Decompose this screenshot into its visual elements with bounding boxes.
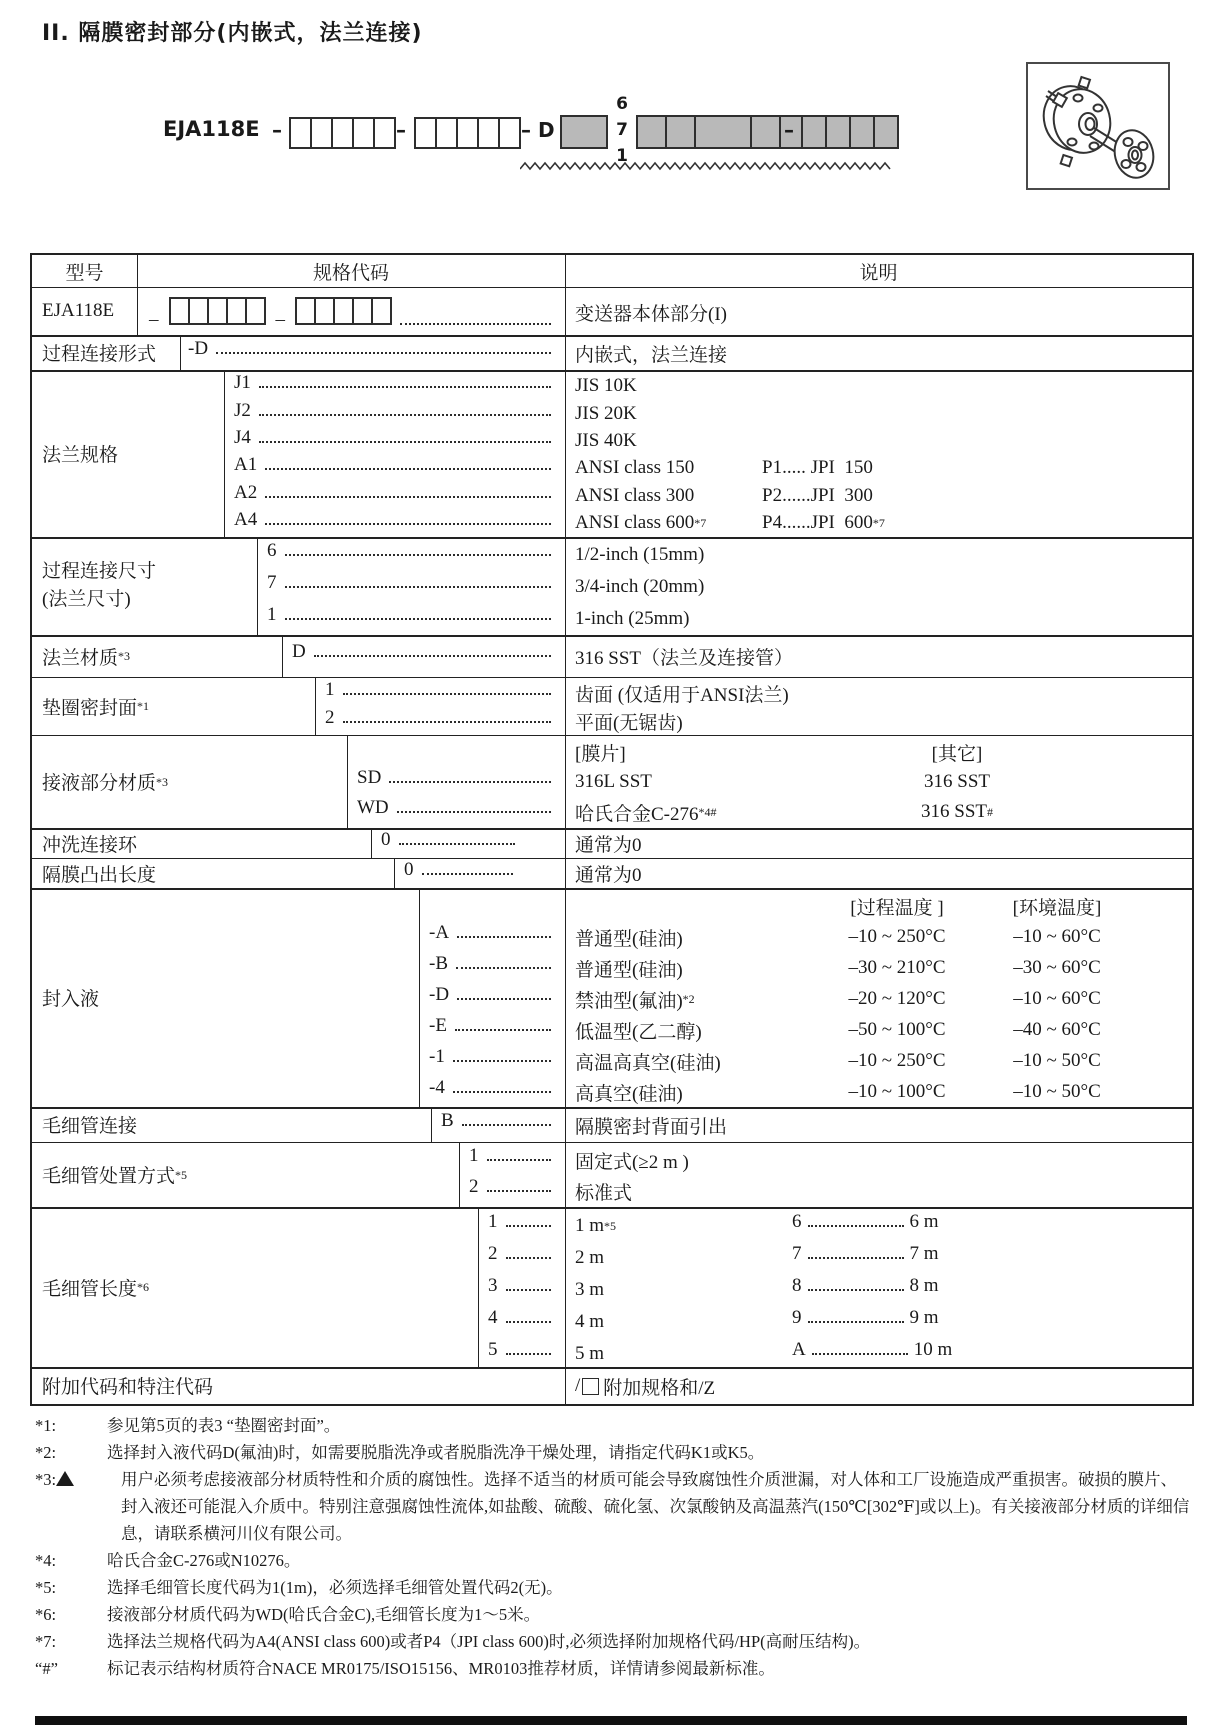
step-divider [394, 858, 395, 888]
dot-leader [808, 1225, 904, 1227]
code-line [488, 1275, 557, 1305]
footnote-7 [35, 1628, 1190, 1655]
code-line [234, 509, 557, 536]
code-boxes-group-2 [414, 117, 521, 149]
dot-leader [265, 496, 551, 498]
row-label-capillary-length: 毛细管长度 *6 [42, 1207, 149, 1367]
dot-leader [343, 721, 552, 723]
desc-flange-material: 316 SST（法兰及连接管） [575, 647, 793, 669]
dot-leader [487, 1159, 552, 1161]
desc-text: 8 m [909, 1275, 939, 1296]
code-value: B [441, 1110, 454, 1131]
fill-fluid-name: 低温型(乙二醇) [575, 1021, 702, 1043]
dash: – [275, 309, 285, 330]
ambient-temp: –10 ~ 50°C [1013, 1050, 1101, 1071]
code-dash-1: – [272, 118, 282, 142]
option-code-box [582, 1378, 599, 1395]
row-label-wetted-material: 接液部分材质 *3 [42, 735, 168, 828]
desc-text: 316 SST [921, 801, 987, 822]
code-box [190, 297, 209, 325]
code-value: 1 [488, 1211, 498, 1232]
code-value: 8 [792, 1275, 802, 1296]
desc-capillary-layout: 标准式 [575, 1182, 633, 1204]
ambient-temp: –40 ~ 60°C [1013, 1019, 1101, 1040]
dot-leader [399, 843, 516, 845]
code-value: 3 [488, 1275, 498, 1296]
code-box [696, 115, 752, 149]
code-line [441, 1110, 557, 1140]
step-divider [180, 335, 181, 370]
ambient-temp-header: [环境温度] [1012, 897, 1102, 919]
slash: / [575, 1375, 581, 1396]
footnote-key: “#” [35, 1659, 58, 1678]
code-box [312, 117, 333, 149]
row-label-fill-fluid: 封入液 [42, 989, 100, 1010]
capillary-length-value: 4 m [575, 1311, 605, 1332]
code-box [752, 115, 781, 149]
code-dash-2: – [396, 118, 406, 142]
wetted-other-material: 316 SST [924, 771, 990, 792]
code-value: A2 [234, 482, 258, 503]
step-divider [419, 888, 420, 1107]
code-line [325, 679, 557, 707]
ambient-temp: –10 ~ 60°C [1013, 988, 1101, 1009]
dot-leader [456, 967, 551, 969]
code-value: J1 [234, 372, 251, 393]
code-line [234, 427, 557, 454]
code-box [295, 297, 316, 325]
dot-leader [259, 414, 551, 416]
dot-leader [506, 1257, 552, 1259]
desc-flange: JIS 10K [575, 374, 637, 396]
footnote-key: *4: [35, 1551, 57, 1570]
fill-fluid-name: 高真空(硅油) [575, 1083, 683, 1105]
code-dash-3: – [784, 118, 794, 142]
code-value: 5 [488, 1339, 498, 1360]
process-temp: –20 ~ 120°C [848, 988, 946, 1009]
dash: – [149, 309, 159, 330]
dot-leader [487, 1190, 552, 1192]
code-box [316, 297, 335, 325]
code-box [333, 117, 354, 149]
page-bottom-bar [35, 1716, 1187, 1725]
desc-column-divider [565, 255, 566, 1404]
wetted-other-material: 316 SST # [921, 801, 993, 822]
ambient-temp: –10 ~ 50°C [1013, 1081, 1101, 1102]
process-temp: –10 ~ 100°C [848, 1081, 946, 1102]
code-box [479, 117, 500, 149]
code-line [234, 482, 557, 509]
dot-leader [808, 1289, 904, 1291]
desc-flange: ANSI class 150 [575, 456, 695, 478]
row-label-gasket-face: 垫圈密封面 *1 [42, 677, 149, 735]
dot-leader [397, 811, 551, 813]
dot-leader [457, 998, 551, 1000]
code-box [875, 115, 899, 149]
desc-capillary-connection: 隔膜密封背面引出 [575, 1116, 728, 1138]
flange-drawing-icon [1028, 64, 1168, 188]
model-code-boxes-2 [295, 297, 392, 325]
code-line [234, 372, 557, 399]
dot-leader [808, 1321, 904, 1323]
code-value: D [292, 641, 306, 662]
process-temp: –30 ~ 210°C [848, 957, 946, 978]
desc-flange: JIS 40K [575, 429, 637, 451]
desc-text: 哈氏合金C-276 [575, 803, 699, 825]
step-divider [431, 1107, 432, 1142]
spec-code-table [30, 253, 1194, 1406]
code-box [354, 117, 375, 149]
label-text: 接液部分材质 [42, 773, 157, 794]
code-box [209, 297, 228, 325]
footnote-text: 选择封入液代码D(氟油)时，如需要脱脂洗净或者脱脂洗净干燥处理，请指定代码K1或K5。 [107, 1443, 765, 1462]
desc-flange-jpi: P1..... JPI 150 [762, 456, 873, 478]
model-name: EJA118E [42, 300, 115, 321]
footnote-key: *2: [35, 1443, 57, 1462]
model-desc: 变送器本体部分(I) [575, 303, 727, 325]
desc-flange-jpi: P4......JPI 600 *7 [762, 511, 885, 533]
code-line [325, 707, 557, 735]
model-code-row [149, 297, 557, 330]
code-line [488, 1307, 557, 1337]
dot-leader [265, 523, 551, 525]
code-box [354, 297, 373, 325]
code-box [667, 115, 696, 149]
process-temp: –50 ~ 100°C [848, 1019, 946, 1040]
page-title: II. 隔膜密封部分(内嵌式，法兰连接) [42, 21, 423, 46]
code-box [414, 117, 437, 149]
footnote-text: 参见第5页的表3 “垫圈密封面”。 [107, 1416, 341, 1435]
code-value: -A [429, 922, 450, 943]
code-line [357, 797, 557, 827]
desc-flushing-ring: 通常为0 [575, 834, 642, 856]
row-label-capillary-connection: 毛细管连接 [42, 1116, 138, 1137]
code-line [234, 400, 557, 427]
code-dash-d: – D [521, 118, 555, 142]
code-box [289, 117, 312, 149]
desc-text: 6 m [909, 1211, 939, 1232]
desc-flange: JIS 20K [575, 402, 637, 424]
row-label-capillary-layout: 毛细管处置方式 *5 [42, 1142, 187, 1207]
dot-leader [259, 386, 551, 388]
fill-fluid-name: 高温高真空(硅油) [575, 1052, 721, 1074]
capillary-length-value: 2 m [575, 1247, 605, 1268]
process-temp: –10 ~ 250°C [848, 1050, 946, 1071]
row-label-flushing-ring: 冲洗连接环 [42, 834, 138, 856]
dot-leader [314, 655, 551, 657]
code-value: 1 [267, 604, 277, 625]
code-box [335, 297, 354, 325]
row-divider [32, 287, 1192, 288]
dot-leader [808, 1257, 904, 1259]
capillary-length-value: 1 m *5 [575, 1215, 617, 1236]
dot-leader [285, 618, 552, 620]
code-boxes-group-1 [289, 117, 396, 149]
desc-flange-jpi: P2......JPI 300 [762, 484, 873, 506]
footnote-key: *5: [35, 1578, 57, 1597]
code-box [458, 117, 479, 149]
code-line [488, 1339, 557, 1369]
desc-size: 3/4-inch (20mm) [575, 576, 705, 597]
code-box [373, 297, 392, 325]
code-line [267, 572, 557, 602]
footnote-key: *6: [35, 1605, 57, 1624]
code-value: J2 [234, 400, 251, 421]
dot-leader [400, 323, 551, 325]
code-line [429, 922, 557, 952]
ambient-temp: –10 ~ 60°C [1013, 926, 1101, 947]
footnote-6 [35, 1601, 1190, 1628]
code-line [292, 641, 557, 671]
code-value: A1 [234, 454, 258, 475]
footnotes [35, 1412, 1190, 1682]
step-divider [315, 677, 316, 735]
footnote-4 [35, 1547, 1190, 1574]
desc-text: 附加规格和/Z [603, 1377, 716, 1399]
footnote-key-text: *3: [35, 1470, 57, 1489]
code-line [429, 1015, 557, 1045]
dot-leader [506, 1353, 552, 1355]
code-line [469, 1176, 557, 1206]
wetted-col2-header: [其它] [931, 743, 983, 765]
capillary-length-right [792, 1243, 939, 1273]
footnote-key: *7: [35, 1632, 57, 1651]
code-box [827, 115, 851, 149]
ambient-temp: –30 ~ 60°C [1013, 957, 1101, 978]
step-divider [257, 537, 258, 635]
wetted-diaphragm-material: 哈氏合金C-276 *4# [575, 797, 717, 827]
code-box [247, 297, 266, 325]
code-line [267, 604, 557, 634]
code-box [500, 117, 521, 149]
code-line [429, 1046, 557, 1076]
code-line [404, 859, 519, 887]
header-description: 说明 [859, 262, 898, 284]
footnote-key: *1: [35, 1416, 57, 1435]
footnote-key [35, 1466, 77, 1493]
code-value: 6 [792, 1211, 802, 1232]
row-label-optional-codes: 附加代码和特注代码 [42, 1377, 214, 1398]
dot-leader [389, 781, 551, 783]
code-value: 0 [381, 829, 391, 850]
code-line [234, 454, 557, 481]
code-line [267, 540, 557, 570]
row-label-connection-size [42, 537, 156, 635]
dot-leader [462, 1124, 551, 1126]
code-line [469, 1145, 557, 1175]
desc-text: P4......JPI 600 [762, 511, 873, 533]
dot-leader [285, 586, 552, 588]
desc-size: 1/2-inch (15mm) [575, 544, 705, 565]
dot-leader [259, 441, 551, 443]
size-code-6: 6 [616, 94, 628, 114]
code-value: 1 [469, 1145, 479, 1166]
code-line [488, 1211, 557, 1241]
header-spec-code: 规格代码 [312, 262, 389, 284]
code-value: -E [429, 1015, 447, 1036]
wetted-col1-header: [膜片] [575, 743, 626, 765]
diaphragm-seal-illustration [1026, 62, 1170, 190]
capillary-length-right [792, 1275, 939, 1305]
label-line: 过程连接尺寸 [42, 561, 157, 582]
dot-leader [455, 1029, 551, 1031]
model-code-diagram [0, 90, 950, 180]
model-code-boxes-1 [169, 297, 266, 325]
code-value: -4 [429, 1077, 445, 1098]
warning-icon [56, 1471, 74, 1486]
code-value: WD [357, 797, 389, 818]
capillary-length-value: 3 m [575, 1279, 605, 1300]
footnote-text: 哈氏合金C-276或N10276。 [107, 1551, 301, 1570]
row-divider [32, 1207, 1192, 1209]
footnote-hash [35, 1655, 1190, 1682]
size-code-7: 7 [616, 120, 628, 140]
label-text: 法兰材质 [42, 647, 119, 669]
code-value: 2 [488, 1243, 498, 1264]
row-divider [32, 635, 1192, 637]
footnote-text: 标记表示结构材质符合NACE MR0175/ISO15156、MR0103推荐材质，详情请参阅最新标准。 [107, 1659, 775, 1678]
code-value: -B [429, 953, 448, 974]
desc-process-connection: 内嵌式，法兰连接 [575, 344, 728, 366]
code-value: A [792, 1339, 806, 1360]
footnote-text: 选择法兰规格代码为A4(ANSI class 600)或者P4（JPI class 600)时,必须选择附加规格代码/HP(高耐压结构)。 [107, 1632, 871, 1651]
dot-leader [506, 1289, 552, 1291]
code-value: -D [429, 984, 450, 1005]
fill-fluid-name: 禁油型(氟油) *2 [575, 984, 695, 1014]
code-line [429, 1077, 557, 1107]
desc-text: 10 m [913, 1339, 953, 1360]
code-box [636, 115, 667, 149]
code-box [375, 117, 396, 149]
desc-text: 禁油型(氟油) [575, 990, 683, 1012]
dot-leader [812, 1353, 908, 1355]
dot-leader [506, 1225, 552, 1227]
label-text: 毛细管长度 [42, 1278, 138, 1300]
desc-diaphragm-extension: 通常为0 [575, 864, 642, 886]
code-value: 4 [488, 1307, 498, 1328]
code-box [228, 297, 247, 325]
process-temp-header: [过程温度 ] [850, 897, 944, 919]
step-divider [282, 635, 283, 677]
footnote-1 [35, 1412, 1190, 1439]
code-value: -1 [429, 1046, 445, 1067]
desc-text: 1 m [575, 1215, 605, 1236]
code-value: J4 [234, 427, 251, 448]
dot-leader [285, 554, 552, 556]
code-value: 1 [325, 679, 335, 700]
footnote-text: 接液部分材质代码为WD(哈氏合金C),毛细管长度为1～5米。 [107, 1605, 541, 1624]
fill-fluid-name: 普通型(硅油) [575, 959, 683, 981]
desc-text: 9 m [909, 1307, 939, 1328]
code-value: 6 [267, 540, 277, 561]
label-line: (法兰尺寸) [42, 589, 131, 610]
footnote-3 [35, 1466, 1190, 1547]
desc-gasket: 平面(无锯齿) [575, 712, 683, 734]
capillary-length-right [792, 1211, 939, 1241]
dot-leader [216, 352, 551, 354]
footnote-text: 用户必须考虑接液部分材质特性和介质的腐蚀性。选择不适当的材质可能会导致腐蚀性介质泄漏，对人体和工厂设施造成严重损害。破损的膜片、封入液还可能混入介质中。特别注意强腐蚀性流体,如盐酸、硫酸、硫化氢、次氯酸钠及高温蒸汽(150℃[302℉]或以上)。有关接液部分材质的详细信息，请联系横河川仪有限公司。 [121, 1470, 1190, 1543]
header-model: 型号 [65, 262, 104, 284]
code-value: 9 [792, 1307, 802, 1328]
dot-leader [265, 468, 551, 470]
capillary-length-right [792, 1339, 952, 1369]
dot-leader [457, 936, 551, 938]
dot-leader [453, 1060, 551, 1062]
capillary-length-value: 5 m [575, 1343, 605, 1364]
code-value: 7 [792, 1243, 802, 1264]
desc-flange: ANSI class 600 *7 [575, 511, 707, 533]
desc-flange: ANSI class 300 [575, 484, 695, 506]
fill-fluid-name: 普通型(硅油) [575, 928, 683, 950]
desc-capillary-layout: 固定式(≥2 m ) [575, 1151, 689, 1173]
desc-size: 1-inch (25mm) [575, 608, 690, 629]
dot-leader [343, 693, 552, 695]
wavy-underline [520, 158, 892, 176]
dot-leader [453, 1091, 551, 1093]
code-line [488, 1243, 557, 1273]
code-value: 7 [267, 572, 277, 593]
capillary-length-right [792, 1307, 939, 1337]
code-line [188, 338, 557, 368]
row-label-process-connection: 过程连接形式 [42, 344, 157, 365]
desc-gasket: 齿面 (仅适用于ANSI法兰) [575, 684, 789, 706]
code-value: A4 [234, 509, 258, 530]
desc-text: 7 m [909, 1243, 939, 1264]
row-divider [32, 1142, 1192, 1143]
step-divider [478, 1207, 479, 1367]
step-divider [224, 370, 225, 537]
code-line [429, 984, 557, 1014]
step-divider [347, 735, 348, 828]
code-box [169, 297, 190, 325]
code-box [801, 115, 827, 149]
footnote-text: 选择毛细管长度代码为1(1m)，必须选择毛细管处置代码2(无)。 [107, 1578, 563, 1597]
code-line [429, 953, 557, 983]
step-divider [459, 1142, 460, 1207]
process-temp: –10 ~ 250°C [848, 926, 946, 947]
code-value: 2 [469, 1176, 479, 1197]
desc-text: ANSI class 600 [575, 511, 695, 533]
model-code-prefix: EJA118E [163, 117, 260, 141]
dot-leader [506, 1321, 552, 1323]
code-value: -D [188, 338, 209, 359]
row-label-flange-rating: 法兰规格 [42, 445, 119, 466]
code-value: SD [357, 767, 382, 788]
code-line [381, 829, 521, 857]
footnote-5 [35, 1574, 1190, 1601]
label-text: 垫圈密封面 [42, 697, 138, 719]
dot-leader [422, 873, 514, 875]
wetted-diaphragm-material: 316L SST [575, 771, 652, 792]
step-divider [371, 828, 372, 858]
size-code-1: 1 [616, 146, 628, 166]
code-value: 0 [404, 859, 414, 880]
label-text: 毛细管处置方式 [42, 1166, 176, 1187]
code-box [437, 117, 458, 149]
code-box [851, 115, 875, 149]
footnote-2 [35, 1439, 1190, 1466]
code-value: 2 [325, 707, 335, 728]
code-line [357, 767, 557, 797]
desc-optional-codes [575, 1370, 715, 1402]
row-label-diaphragm-extension: 隔膜凸出长度 [42, 864, 157, 886]
row-label-flange-material: 法兰材质 *3 [42, 635, 130, 677]
code-gray-group-2 [801, 115, 899, 149]
code-gray-box-single [560, 115, 608, 149]
